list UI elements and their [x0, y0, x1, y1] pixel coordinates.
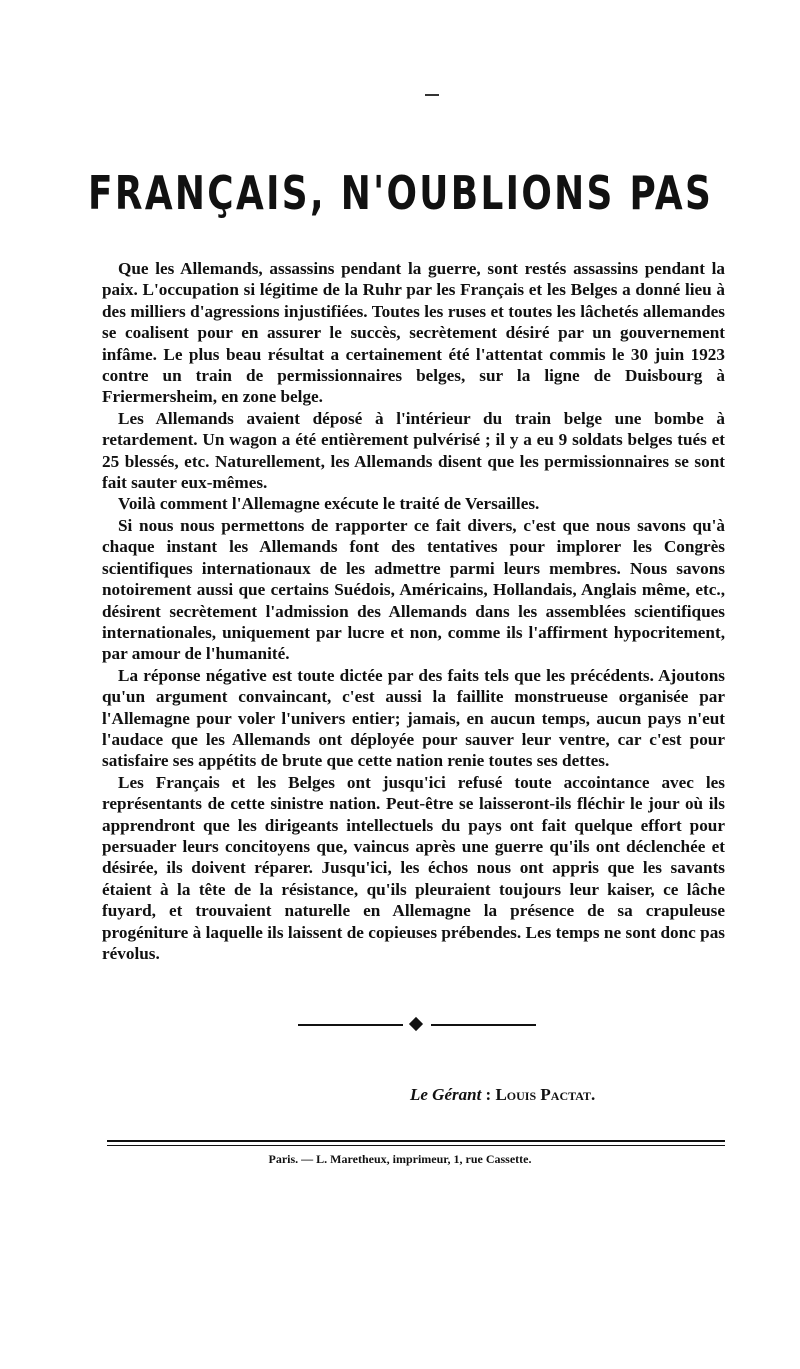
signature-line: [410, 1085, 595, 1105]
page-mark: [425, 94, 439, 96]
page-title: FRANÇAIS, N'OUBLIONS PAS: [88, 166, 714, 220]
paragraph: Que les Allemands, assassins pendant la guerre, sont restés assassins pendant la paix. L'occupation si légitime de la Ruhr par les Français et les Belges a donné lieu à des milliers d'agressions injustifiées. Toutes les ruses et toutes les lâchetés allemandes se coalisent pour en assurer le succès, secrètement désiré par un gouvernement infâme. Le plus beau résultat a certainement été l'attentat commis le 30 juin 1923 contre un train de permissionnaires belges, sur la ligne de Duisbourg à Friermersheim, en zone belge.: [102, 259, 725, 407]
article-body: [102, 258, 725, 964]
divider-rule-right: [431, 1024, 536, 1026]
footer-rule-thin: [107, 1145, 725, 1146]
paragraph: Les Allemands avaient déposé à l'intérieur du train belge une bombe à retardement. Un wagon a été entièrement pulvérisé ; il y a eu 9 soldats belges tués et 25 blessés, etc. Naturellement, les Allemands disent que les permissionnaires se sont fait sauter eux-mêmes.: [102, 408, 725, 493]
divider-rule-left: [298, 1024, 403, 1026]
paragraph: Si nous nous permettons de rapporter ce fait divers, c'est que nous savons qu'à chaque instant les Allemands font des tentatives pour implorer les Congrès scientifiques internationaux de les admettre parmi leurs membres. Nous savons notoirement aussi que certains Suédois, Américains, Hollandais, Anglais même, etc., désirent secrètement l'admission des Allemands dans les assemblées scientifiques internationales, uniquement par lucre et non, comme ils l'affirment hypocritement, par amour de l'humanité.: [102, 515, 725, 664]
signature-separator: :: [481, 1085, 496, 1104]
diamond-ornament-icon: [409, 1017, 423, 1031]
signature-role: Le Gérant: [410, 1085, 482, 1104]
section-divider: [298, 1015, 536, 1035]
paragraph: Voilà comment l'Allemagne exécute le traité de Versailles.: [118, 494, 540, 514]
paragraph: La réponse négative est toute dictée par des faits tels que les précédents. Ajoutons qu'un argument convaincant, c'est aussi la faillite monstrueuse organisée par l'Allemagne pour voler l'univers entier; jamais, en aucun temps, aucun pays n'eut l'audace que les Allemands ont déployée pour sauver leur ventre, car c'est pour satisfaire ses appétits de brute que cette nation renie toutes ses dettes.: [102, 665, 725, 771]
paragraph: Les Français et les Belges ont jusqu'ici refusé toute accointance avec les représentants de cette sinistre nation. Peut-être se laisseront-ils fléchir le jour où ils apprendront que les dirigeants intellectuels du pays ont fait quelque effort pour persuader leurs concitoyens que, vaincus après une guerre qu'ils ont déclenchée et désirée, ils doivent réparer. Jusqu'ici, les échos nous ont appris que les savants étaient à la tête de la résistance, qu'ils pleuraient toujours leur kaiser, ce lâche fuyard, et trouvaient naturelle en Allemagne la présence de sa crapuleuse progéniture à laquelle ils laissent de copieuses prébendes. Les temps ne sont donc pas révolus.: [102, 772, 725, 963]
printer-imprint: Paris. — L. Maretheux, imprimeur, 1, rue Cassette.: [268, 1152, 532, 1166]
signature-name: Louis Pactat.: [495, 1085, 596, 1104]
footer-rule: [107, 1140, 725, 1142]
